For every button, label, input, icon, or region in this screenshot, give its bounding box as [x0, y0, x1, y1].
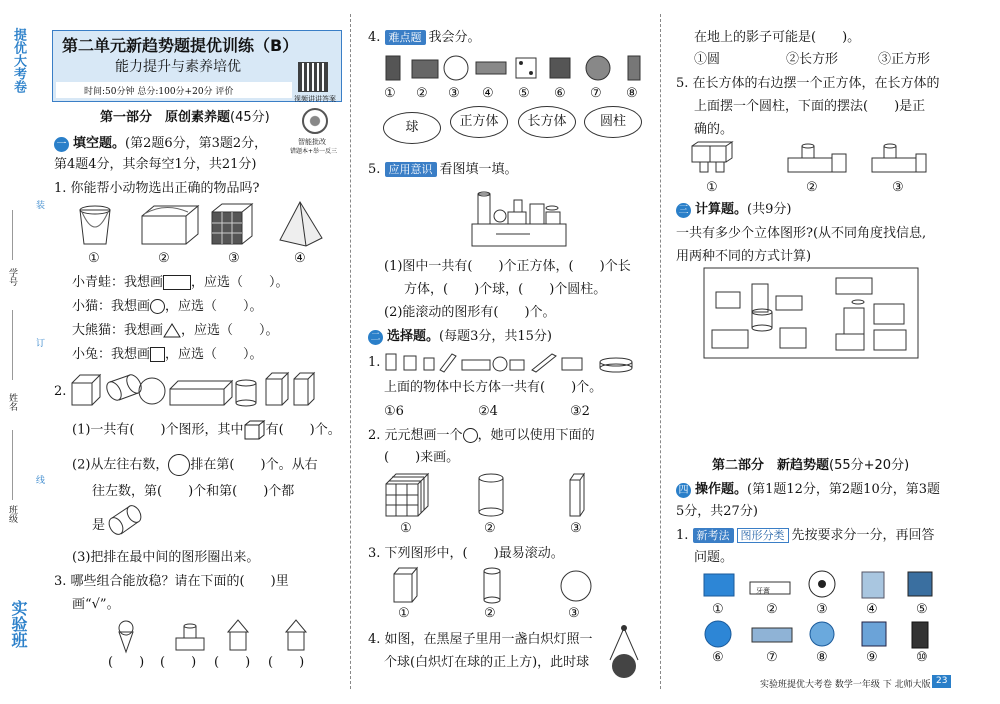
spine-seal-3: 线: [36, 476, 46, 486]
q1-5-text: 看图填一填。: [439, 162, 518, 177]
q1-1-mark-3: ③: [228, 251, 240, 266]
q1-5-b: 方体，( )个球，( )个圆柱。: [404, 282, 607, 297]
cube-puzzle-icon: [212, 204, 252, 244]
q2-3-mark-2: ②: [484, 606, 496, 621]
sec4-desc-2: 5分，共27分): [676, 504, 758, 519]
q1-1-rabbit: [72, 347, 263, 363]
q1-4-heading: [368, 30, 481, 46]
q2-1-text: 上面的物体中长方体一共有( )个。: [384, 380, 603, 395]
q1-1-mark-2: ②: [158, 251, 170, 266]
can-icon: [386, 56, 400, 80]
q2-5-arrangements: [690, 140, 930, 178]
q1-2-a: [72, 420, 341, 440]
q2-3-mark-1: ①: [398, 606, 410, 621]
arrangement-2-icon: [788, 144, 846, 172]
cylinder-q3-icon: [484, 568, 500, 603]
arrangement-1-icon: [692, 142, 732, 172]
q1-1-cat: [72, 299, 263, 315]
q4-1-line1: [676, 528, 935, 544]
sec2-label: 选择题。: [387, 329, 440, 344]
ai-badge-icon: [302, 108, 328, 134]
q2-1-opt-3[interactable]: ③2: [570, 404, 590, 419]
qr-code: [298, 62, 328, 92]
q2-2-mark-3: ③: [570, 521, 582, 536]
sec4-badge: 四: [676, 483, 691, 498]
part2-score: (55分+20分): [829, 458, 910, 473]
frog-text: 小青蛙：我想画: [72, 275, 164, 290]
q2-1-opt-1[interactable]: ①6: [384, 404, 404, 419]
q2-5-text-3: 确的。: [694, 122, 734, 137]
sec1-desc-2: 第4题4分，其余每空1分，共21分): [54, 157, 257, 172]
q2-4-opt-1[interactable]: ①圆: [694, 52, 721, 67]
soccer-ball-row-icon: [809, 571, 835, 597]
cylinder-lying-icon: [104, 372, 144, 402]
footer-text: 实验班提优大考卷 数学一年级 下 北师大版: [760, 680, 931, 690]
spine-number-label: 学号: [7, 268, 17, 286]
cylinder-tilted-icon: [106, 502, 142, 536]
sec1-heading: [54, 136, 267, 152]
rabbit-text: 小兔：我想画: [72, 347, 151, 362]
cylinder-icon: [236, 380, 256, 406]
q2-4-line1: [368, 632, 593, 648]
q2-2-mark-1: ①: [400, 521, 412, 536]
circle-small-icon: [463, 428, 478, 443]
q1-1-num: 1.: [54, 181, 67, 196]
q1-4-mark-1: ①: [384, 86, 396, 101]
q1-5-tag: 应用意识: [385, 162, 437, 177]
q2-5-text-2: 上面摆一个圆柱，下面的摆法( )是正: [694, 99, 926, 114]
black-can-icon: [912, 622, 928, 648]
q2-5-text-1: 在长方体的右边摆一个正方体，在长方体的: [692, 76, 940, 91]
q1-5-c: (2)能滚动的图形有( )个。: [384, 305, 556, 320]
q2-3-num: 3.: [368, 546, 381, 561]
part1-title-text: 第一部分 原创素养题: [100, 110, 231, 125]
sec3-label: 计算题。: [695, 202, 748, 217]
gift-box-icon: [862, 622, 886, 646]
sec4-desc-1: (第1题12分，第2题10分，第3题: [747, 482, 940, 497]
q1-5-building: [470, 184, 570, 250]
spine-brand-top: 提优大考卷: [11, 28, 26, 93]
q2-3-text: 下列图形中，( )最易滚动。: [384, 546, 564, 561]
q1-1-mark-1: ①: [88, 251, 100, 266]
q1-4-objects: [384, 52, 644, 84]
q4-1-mark-6: ⑥: [712, 650, 724, 665]
cuboid-q3-icon: [394, 568, 417, 602]
q2-4-text-3: 在地上的影子可能是( )。: [694, 30, 861, 45]
q1-1-frog: [72, 275, 289, 291]
sec3-text-2: 用两种不同的方式计算): [676, 249, 812, 264]
panda-text-end: ，应选（ ）。: [181, 323, 279, 338]
q1-3-blank-2[interactable]: ( ): [160, 655, 197, 670]
triangle-icon: [163, 323, 181, 338]
header-meta: 时间:50分钟 总分:100分+20分 评价: [84, 87, 234, 97]
q1-2-c: 往左数，第( )个和第( )个都: [92, 484, 295, 499]
cube-icon: [72, 375, 100, 405]
q4-1-mark-7: ⑦: [766, 650, 778, 665]
q4-1-mark-5: ⑤: [916, 602, 928, 617]
q4-1-mark-2: ②: [766, 602, 778, 617]
q1-2-shapes: [70, 373, 320, 409]
q1-5-a: (1)图中一共有( )个正方体，( )个长: [384, 259, 631, 274]
book-icon: [412, 60, 438, 78]
spine-line-2: [12, 310, 13, 380]
frog-text-end: ，应选（ ）。: [191, 275, 289, 290]
sec2-badge: 二: [368, 330, 383, 345]
stack-icon: [476, 62, 506, 74]
q1-2-a-text: (1)一共有( )个图形，其中: [72, 422, 244, 438]
oval-cylinder[interactable]: 圆柱: [584, 106, 642, 138]
rubik-cube-icon: [550, 58, 570, 78]
q4-1-text-1: 先按要求分一分，再回答: [791, 528, 935, 543]
blue-book-icon: [704, 574, 734, 596]
q2-4-opt-2[interactable]: ②长方形: [786, 52, 839, 67]
page-number: 23: [932, 675, 951, 688]
q1-4-text: 我会分。: [428, 30, 481, 45]
q2-1-objects: [384, 350, 636, 374]
oval-cuboid[interactable]: 长方体: [518, 106, 576, 138]
q1-2-a-end: 有( )个。: [265, 422, 341, 438]
dice-icon: [516, 58, 536, 78]
tall-cuboid-2-icon: [294, 373, 314, 405]
spine-line-1: [12, 210, 13, 260]
circle-icon: [150, 299, 165, 314]
spine-seal-2: 订: [36, 339, 46, 349]
spine: [0, 0, 46, 704]
page-title: 第二单元新趋势题提优训练（B）: [62, 36, 299, 55]
q1-3-blank-3[interactable]: ( ): [214, 655, 251, 670]
q1-4-num: 4.: [368, 30, 381, 45]
part1-score: (45分): [230, 110, 270, 125]
q4-1-mark-3: ③: [816, 602, 828, 617]
q1-4-mark-8: ⑧: [626, 86, 638, 101]
q4-1-tag-a: 新考法: [693, 528, 734, 543]
q1-4-mark-2: ②: [416, 86, 428, 101]
q1-1: [54, 181, 260, 197]
q1-1-panda: [72, 323, 279, 339]
arrangement-3-icon: [872, 144, 926, 172]
page-subtitle: 能力提升与素养培优: [115, 59, 241, 75]
grid-cube-icon: [386, 474, 428, 516]
q1-4-tag: 难点题: [385, 30, 426, 45]
cylinder-q2-icon: [479, 474, 503, 516]
rubik-color-icon: [908, 572, 932, 596]
spine-line-3: [12, 430, 13, 500]
cuboid-icon: [170, 381, 232, 405]
sphere-icon: [139, 378, 165, 404]
q2-1-num: 1.: [368, 355, 381, 370]
sec2-desc: (每题3分，共15分): [439, 329, 552, 344]
sec1-label: 填空题。: [73, 136, 126, 151]
q2-3-shapes: [390, 566, 600, 604]
q2-4-text-2: 个球(白炽灯在球的正上方)，此时球: [384, 655, 590, 670]
q4-1-tag-b: 图形分类: [737, 528, 789, 543]
q2-2-text-2: ( )来画。: [384, 450, 460, 465]
q2-1-opt-2[interactable]: ②4: [478, 404, 498, 419]
column-divider-1: [350, 14, 351, 689]
q1-3-num: 3.: [54, 574, 67, 589]
sec2-heading: [368, 329, 552, 345]
q2-5-num: 5.: [676, 76, 689, 91]
q1-5-num: 5.: [368, 162, 381, 177]
cylinder-on-cuboid-icon: [176, 624, 204, 650]
sec3-heading: [676, 202, 791, 218]
q2-5-mark-2: ②: [806, 180, 818, 195]
q1-2-d: 是: [92, 518, 106, 533]
sec1-desc-1: (第2题6分，第3题2分，: [125, 136, 268, 151]
soccer-ball-icon: [444, 56, 468, 80]
q1-1-text: 你能帮小动物选出正确的物品吗?: [70, 181, 260, 196]
cone-on-sphere-icon: [119, 621, 133, 652]
cone-on-cube-icon: [228, 620, 248, 650]
q1-1-images: [70, 202, 330, 252]
q4-1-mark-4: ④: [866, 602, 878, 617]
q2-5-mark-3: ③: [892, 180, 904, 195]
sec4-label: 操作题。: [695, 482, 748, 497]
q1-2-num: 2.: [54, 384, 67, 399]
spine-seal-1: 装: [36, 201, 46, 211]
q2-2-text-1: 元元想画一个: [384, 428, 463, 443]
q4-1-text-2: 问题。: [694, 550, 734, 565]
q4-1-mark-8: ⑧: [816, 650, 828, 665]
cube-small-icon: [244, 420, 266, 440]
q2-4-num: 4.: [368, 632, 381, 647]
sec3-text-1: 一共有多少个立体图形?(从不同角度找信息,: [676, 226, 927, 241]
q1-4-mark-3: ③: [448, 86, 460, 101]
q1-2-b-text: (2)从左往右数，: [72, 457, 169, 473]
sphere-small-icon: [168, 454, 190, 476]
spine-class-label: 班级: [7, 505, 17, 523]
rectangle-icon: [163, 275, 191, 290]
part2-title: [712, 458, 909, 474]
q1-4-mark-4: ④: [482, 86, 494, 101]
lamp-ball-icon: [606, 624, 642, 680]
tall-cuboid-icon: [266, 373, 288, 405]
q2-5-line1: [676, 76, 940, 92]
q4-1-objects-row2: [700, 618, 940, 650]
rabbit-text-end: ，应选（ ）。: [165, 347, 263, 362]
tray-box-icon: [752, 628, 792, 642]
cat-text: 小猫：我想画: [72, 299, 151, 314]
q2-4-text-1: 如图，在黑屋子里用一盏白炽灯照一: [384, 632, 593, 647]
blue-ball-icon: [705, 621, 731, 647]
sec4-heading: [676, 482, 940, 498]
panda-text: 大熊猫：我想画: [72, 323, 164, 338]
q2-2-line1: [368, 428, 595, 444]
q1-2-b-end: 排在第( )个。从右: [190, 457, 318, 473]
q1-2-e: (3)把排在最中间的图形圈出来。: [72, 550, 260, 565]
q4-1-objects-row1: [700, 568, 940, 602]
q2-3-mark-3: ③: [568, 606, 580, 621]
part2-title-text: 第二部分 新趋势题: [712, 458, 830, 473]
thin-cuboid-icon: [570, 474, 584, 516]
column-divider-2: [660, 14, 661, 689]
q1-1-mark-4: ④: [294, 251, 306, 266]
q4-1-mark-10: ⑩: [916, 650, 928, 665]
q1-5-heading: [368, 162, 518, 178]
q1-3-blank-4[interactable]: ( ): [268, 655, 305, 670]
sec3-desc: (共9分): [747, 202, 792, 217]
q1-3-text-2: 画“√”。: [72, 597, 120, 612]
square-icon: [150, 347, 165, 362]
q1-3-blank-1[interactable]: ( ): [108, 655, 145, 670]
q1-3-text-1: 哪些组合能放稳？请在下面的( )里: [70, 574, 289, 589]
q1-3-line1: [54, 574, 289, 590]
box-icon: [142, 206, 198, 244]
q2-2-mark-2: ②: [484, 521, 496, 536]
toothpaste-label: 牙膏: [756, 587, 770, 595]
sec3-badge: 三: [676, 203, 691, 218]
q1-4-mark-6: ⑥: [554, 86, 566, 101]
part1-title: [100, 110, 270, 126]
q1-4-mark-7: ⑦: [590, 86, 602, 101]
qr-caption: 视频讲讲答案: [294, 95, 336, 103]
battery-icon: [628, 56, 640, 80]
q2-5-mark-1: ①: [706, 180, 718, 195]
badge-caption-1: 智能批改: [298, 138, 326, 146]
pyramid-icon: [280, 202, 322, 246]
solids-box: [704, 268, 920, 360]
cat-text-end: ，应选（ ）。: [165, 299, 263, 314]
q4-1-num: 1.: [676, 528, 689, 543]
ball-icon: [586, 56, 610, 80]
q2-2-num: 2.: [368, 428, 381, 443]
q1-4-mark-5: ⑤: [518, 86, 530, 101]
jar-icon: [862, 572, 884, 598]
q2-2-text-1-end: ，她可以使用下面的: [477, 428, 595, 443]
q4-1-mark-1: ①: [712, 602, 724, 617]
oval-ball[interactable]: 球: [383, 112, 441, 144]
oval-cube[interactable]: 正方体: [450, 106, 508, 138]
q1-2-b: [72, 454, 318, 476]
sphere-q3-icon: [561, 571, 591, 601]
spine-name-label: 姓名: [7, 393, 17, 411]
q2-3-line: [368, 546, 564, 562]
q1-3-stacks: [110, 618, 320, 654]
pyramid-on-cube-icon: [286, 620, 306, 650]
q4-1-mark-9: ⑨: [866, 650, 878, 665]
q2-4-opt-3[interactable]: ③正方形: [878, 52, 931, 67]
q2-2-shapes: [384, 472, 594, 518]
sec1-badge: 一: [54, 137, 69, 152]
badge-caption-2: 错题本+举一反三: [290, 148, 338, 155]
spine-brand-bottom: 实验班: [9, 600, 28, 648]
bucket-icon: [80, 206, 110, 244]
globe-icon: [810, 622, 834, 646]
